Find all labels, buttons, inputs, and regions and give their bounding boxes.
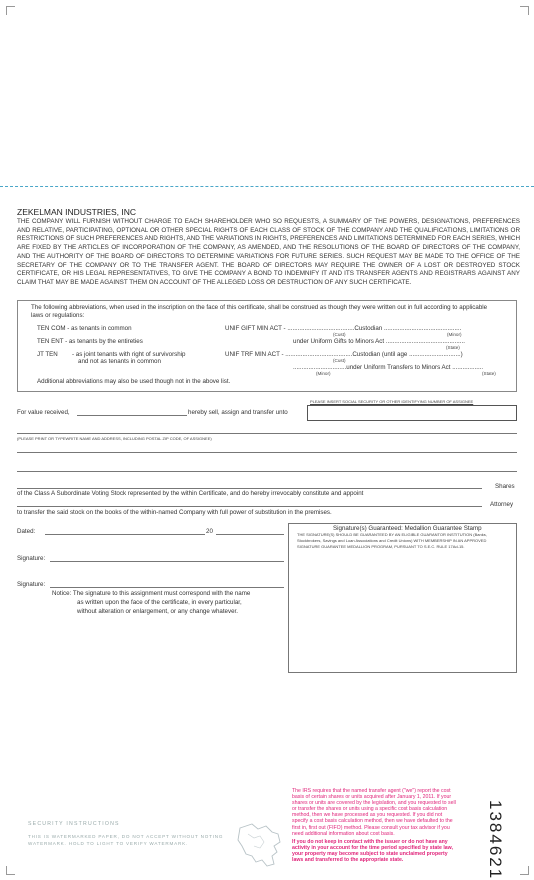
crop-mark-top-left: [6, 6, 15, 15]
under-uniform-transfers: ...............................under Uniform Transfers to Minors Act ..................: [293, 364, 484, 371]
under-uniform-gifts: under Uniform Gifts to Minors Act ..............................................: [293, 338, 465, 345]
unif-gift-min-act: UNIF GIFT MIN ACT - .......................................Custodian .............................................: [225, 325, 462, 332]
shares-number-line[interactable]: [17, 488, 482, 489]
state-label-1: (State): [446, 345, 460, 350]
security-text-2: WATERMARK. HOLD TO LIGHT TO VERIFY WATERMARK.: [28, 841, 189, 846]
irs-line: need additional information about cost basis.: [292, 830, 395, 837]
jt-ten-desc-2: and not as tenants in common: [78, 358, 161, 365]
cust-label-2: (Cust): [333, 358, 346, 363]
notice-line-3: without alteration or enlargement, or any change whatever.: [77, 608, 238, 615]
hereby-sell-text: hereby sell, assign and transfer unto: [188, 409, 288, 416]
irs-line: The IRS requires that the named transfer agent ("we") report the cost: [292, 788, 451, 794]
cust-label-1: (Cust): [333, 332, 346, 337]
class-stock-text: of the Class A Subordinate Voting Stock represented by the within Certificate, and do hereby irrevocably constitute and appoint: [17, 490, 364, 497]
assignor-name-line[interactable]: [77, 415, 187, 416]
additional-abbreviations: Additional abbreviations may also be used though not in the above list.: [37, 378, 231, 385]
minor-label-1: (Minor): [447, 332, 462, 337]
print-name-label: (PLEASE PRINT OR TYPEWRITE NAME AND ADDRESS, INCLUDING POSTAL ZIP CODE, OF ASSIGNEE): [17, 436, 212, 441]
minor-label-2: (Minor): [316, 371, 331, 376]
security-title: SECURITY INSTRUCTIONS: [28, 821, 120, 827]
signature-label-2: Signature:: [17, 581, 46, 588]
dated-label: Dated:: [17, 528, 36, 535]
guarantee-title: Signature(s) Guaranteed: Medallion Guarantee Stamp: [333, 525, 482, 532]
jt-ten-code: JT TEN: [37, 351, 58, 358]
security-text: [28, 833, 238, 847]
unclaimed-line: your property may become subject to state unclaimed property: [292, 850, 448, 857]
irs-line: method, then we have processed as you requested. If you did not: [292, 812, 443, 819]
transfer-text: to transfer the said stock on the books of the within-named Company with full power of substitution in the premises.: [17, 509, 332, 516]
ten-ent: TEN ENT - as tenants by the entireties: [37, 338, 143, 345]
notice-line-1: Notice: The signature to this assignment must correspond with the name: [52, 590, 251, 597]
jt-ten-desc-1: - as joint tenants with right of survivorship: [72, 351, 186, 358]
irs-line: shares or units are covered by the legislation, and you requested to sell: [292, 800, 456, 807]
crop-mark-bottom-right: [520, 866, 529, 875]
certificate-number: 1384621: [486, 800, 505, 880]
attorney-label: Attorney: [490, 501, 514, 508]
signature-label-1: Signature:: [17, 555, 46, 562]
irs-line: basis of certain shares or units acquired after January 1, 2011. If your: [292, 794, 452, 801]
attorney-line[interactable]: [17, 506, 482, 507]
unclaimed-line: If you do not keep in contact with the issuer or do not have any: [292, 838, 448, 845]
crop-mark-top-right: [520, 6, 529, 15]
map-watermark-icon: [234, 820, 286, 870]
shares-label: Shares: [495, 483, 515, 490]
irs-line: first in, first out (FIFO) method. Please consult your tax advisor if you: [292, 824, 450, 831]
assignee-address-line-2[interactable]: [17, 471, 517, 472]
signature-line-2[interactable]: [50, 587, 284, 588]
state-label-2: (State): [482, 371, 496, 376]
company-name: ZEKELMAN INDUSTRIES, INC: [17, 207, 137, 217]
unif-trf-min-act: UNIF TRF MIN ACT - .......................................Custodian (until age ..............................): [225, 351, 463, 358]
ssn-input-box[interactable]: [307, 405, 517, 421]
notice-line-2: as written upon the face of the certificate, in every particular,: [77, 599, 242, 606]
security-text-1: THIS IS WATERMARKED PAPER, DO NOT ACCEPT WITHOUT NOTING: [28, 834, 224, 839]
guarantee-line-2: Stockbrokers, Savings and Loan Associations and Credit Unions) WITH MEMBERSHIP IN AN APPROVED: [297, 538, 487, 543]
year-line[interactable]: [216, 534, 284, 535]
year-prefix: 20: [206, 528, 213, 535]
unclaimed-line: activity in your account for the time period specified by state law,: [292, 844, 453, 851]
ten-com: TEN COM - as tenants in common: [37, 325, 132, 332]
signature-line-1[interactable]: [50, 561, 284, 562]
perforation-line: [0, 186, 534, 187]
abbreviations-intro: The following abbreviations, when used in the inscription on the face of this certificate, shall be construed as though they were written out in full according to applicable laws or regulations:: [31, 304, 488, 319]
irs-line: or transfer the shares or units using a specific cost basis calculation: [292, 806, 448, 813]
dated-line[interactable]: [45, 534, 205, 535]
ssn-label: PLEASE INSERT SOCIAL SECURITY OR OTHER IDENTIFYING NUMBER OF ASSIGNEE: [310, 399, 474, 404]
for-value-received: For value received,: [17, 409, 70, 416]
guarantee-line-3: SIGNATURE GUARANTEE MEDALLION PROGRAM, PURSUANT TO S.E.C. RULE 17Ad-15.: [297, 544, 465, 549]
assignee-address-line-1[interactable]: [17, 452, 517, 453]
shareholder-notice: THE COMPANY WILL FURNISH WITHOUT CHARGE TO EACH SHAREHOLDER WHO SO REQUESTS, A SUMMARY OF THE POWERS, DESIGNATIONS, PREFERENCES AND RELATIVE, PARTICIPATING, OPTIONAL OR OTHER SPECIAL RIGHTS OF EACH CLASS OF STOCK OF THE COMPANY AND THE QUALIFICATIONS, LIMITATIONS OR RESTRICTIONS OF SUCH PREFERENCES AND RIGHTS, AND THE VARIATIONS IN RIGHTS, PREFERENCES AND LIMITATIONS DETERMINED FOR EACH SERIES, WHICH ARE FIXED BY THE ARTICLES OF INCORPORATION OF THE COMPANY, AS AMENDED, AND THE RESOLUTIONS OF THE BOARD OF DIRECTORS OF THE COMPANY, AND THE AUTHORITY OF THE BOARD OF DIRECTORS TO DETERMINE VARIATIONS FOR FUTURE SERIES. SUCH REQUEST MAY BE MADE TO THE OFFICE OF THE SECRETARY OF THE COMPANY OR TO THE TRANSFER AGENT. THE BOARD OF DIRECTORS MAY REQUIRE THE OWNER OF A LOST OR DESTROYED STOCK CERTIFICATE, OR HIS LEGAL REPRESENTATIVES, TO GIVE THE COMPANY A BOND TO INDEMNIFY IT AND ITS TRANSFER AGENTS AND REGISTRARS AGAINST ANY CLAIM THAT MAY BE MADE AGAINST THEM ON ACCOUNT OF THE ALLEGED LOSS OR DESTRUCTION OF ANY SUCH CERTIFICATE.: [17, 218, 520, 286]
guarantee-line-1: THE SIGNATURE(S) SHOULD BE GUARANTEED BY AN ELIGIBLE GUARANTOR INSTITUTION (Banks,: [297, 532, 487, 537]
crop-mark-bottom-left: [6, 866, 15, 875]
irs-line: specify a cost basis calculation method, then we have defaulted to the: [292, 818, 453, 825]
unclaimed-line: laws and transferred to the appropriate state.: [292, 857, 404, 864]
assignee-name-line[interactable]: [17, 433, 517, 434]
